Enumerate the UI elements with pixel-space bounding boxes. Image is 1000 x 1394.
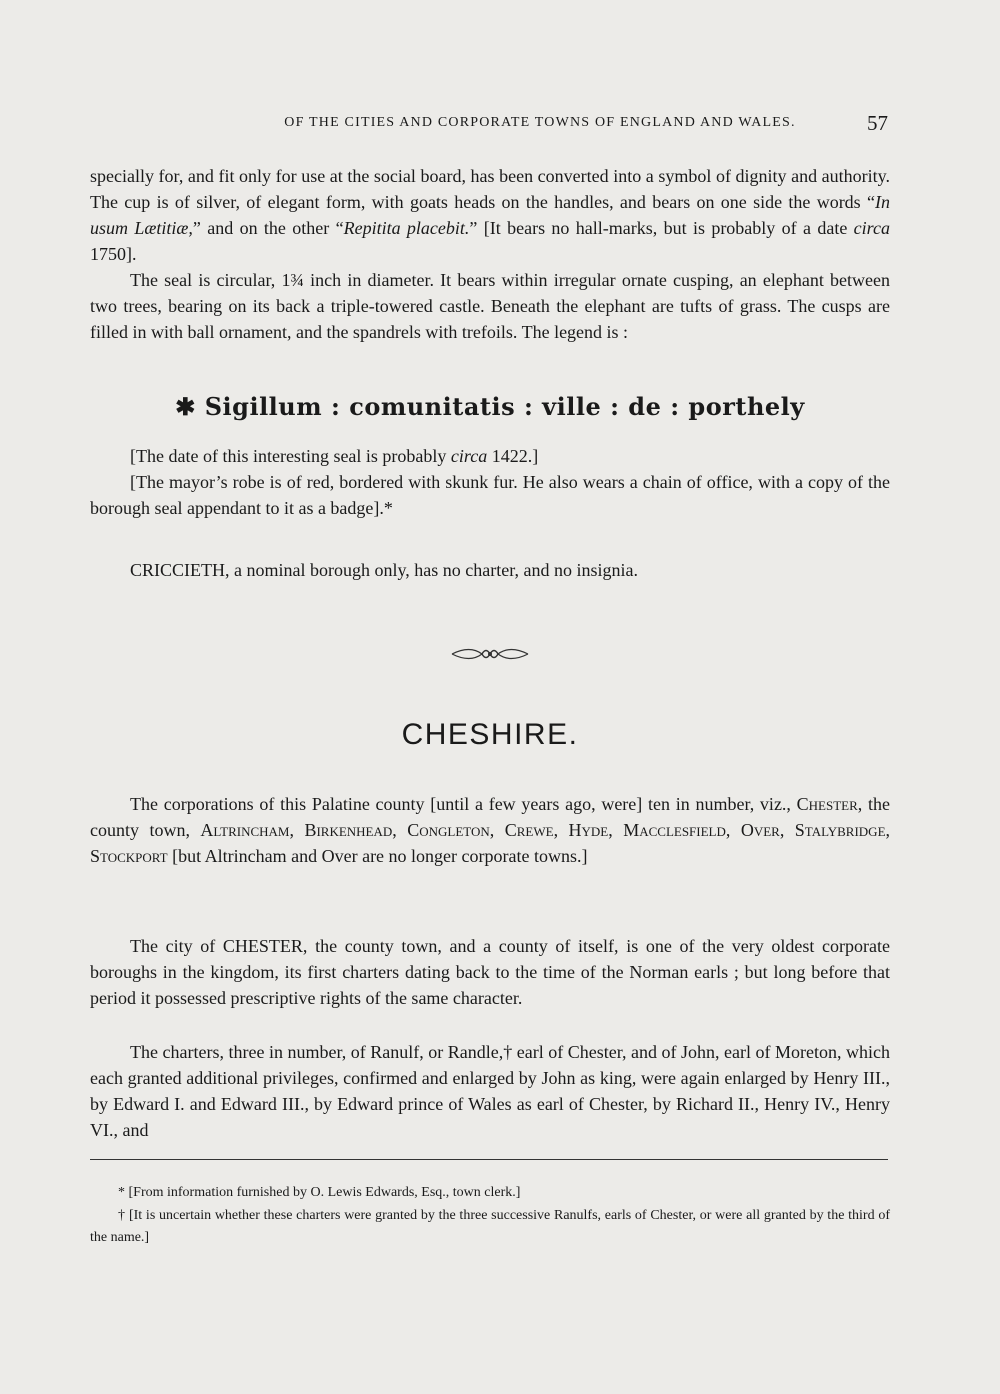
text-run: [The date of this interesting seal is probably [130, 446, 451, 466]
text-run: [but Altrincham and Over are no longer corporate towns.] [167, 846, 588, 866]
text-run: , [725, 820, 741, 840]
text-run: , [608, 820, 624, 840]
text-run: , [289, 820, 305, 840]
text-run: ” and on the other “ [192, 218, 344, 238]
footnote-star: * [From information furnished by O. Lewis Edwards, Esq., town clerk.] [118, 1185, 521, 1200]
text-run: The corporations of this Palatine county [until a few years ago, were] ten in number, viz., [130, 794, 797, 814]
circa-italic: circa [450, 446, 488, 466]
town-name: Hyde [568, 820, 609, 840]
town-name: Altrincham [200, 820, 290, 840]
footnote-dagger: † [It is uncertain whether these charters were granted by the three successive Ranulfs, earls of Chester, or were all granted by the third of the name.] [90, 1208, 890, 1245]
text-run: specially for, and fit only for use at the social board, has been converted into a symbol of dignity and authority. The cup is of silver, of elegant form, with goats heads on the handles, and bears on one side the words “ [90, 166, 890, 212]
latin-inscription: In usum Lætitiæ, [90, 192, 890, 238]
text-run: 1422.] [487, 446, 539, 466]
circa-italic: circa [853, 218, 890, 238]
paragraph-chester-charters: The charters, three in number, of Ranulf, or Randle,† earl of Chester, and of John, earl of Moreton, which each granted additional privileges, confirmed and enlarged by John as king, were again enlarged by Henry III., by Edward I. and Edward III., by Edward prince of Wales as earl of Chester, by Richard II., Henry IV., Henry VI., and [90, 1042, 890, 1140]
town-name: Congleton [407, 820, 490, 840]
section-divider-ornament [450, 645, 530, 663]
paragraph-cup-description [90, 163, 890, 267]
text-run: , the county town, [90, 794, 890, 840]
town-name: Birkenhead [304, 820, 393, 840]
text-run: ” [It bears no hall-marks, but is probably of a date [469, 218, 854, 238]
town-name: Macclesfield [623, 820, 726, 840]
town-name: Stalybridge [794, 820, 886, 840]
paragraph-mayor-robe: [The mayor’s robe is of red, bordered with skunk fur. He also wears a chain of office, with a copy of the borough seal appendant to it as a badge].* [90, 472, 890, 518]
footnote-rule [90, 1159, 888, 1160]
text-run: , [779, 820, 795, 840]
paragraph-seal-date [90, 443, 890, 469]
text-run: 1750]. [90, 244, 137, 264]
paragraph-criccieth: CRICCIETH, a nominal borough only, has no charter, and no insignia. [130, 560, 639, 580]
text-run: , [553, 820, 569, 840]
text-run: , [392, 820, 408, 840]
text-run: , [885, 820, 891, 840]
town-name: Stockport [90, 846, 168, 866]
town-name: Chester [796, 794, 858, 814]
running-head: OF THE CITIES AND CORPORATE TOWNS OF ENGLAND AND WALES. [284, 115, 796, 130]
paragraph-seal-description: The seal is circular, 1¾ inch in diameter. It bears within irregular ornate cusping, an elephant between two trees, bearing on its back a triple-towered castle. Beneath the elephant are tufts of grass. The cusps are filled in with ball ornament, and the spandrels with trefoils. The legend is : [90, 270, 890, 342]
paragraph-cheshire-corporations [90, 791, 890, 869]
page-header [90, 111, 890, 139]
seal-legend: ✱ Sigillum : comunitatis : ville : de : porthely [175, 392, 805, 421]
paragraph-chester-history: The city of CHESTER, the county town, and a county of itself, is one of the very oldest corporate boroughs in the kingdom, its first charters dating back to the time of the Norman earls ; but long before that period it possessed prescriptive rights of the same character. [90, 936, 890, 1008]
latin-inscription: Repitita placebit. [343, 218, 470, 238]
text-run: , [489, 820, 505, 840]
section-title: CHESHIRE. [401, 718, 579, 751]
town-name: Over [740, 820, 780, 840]
page-number: 57 [867, 111, 888, 135]
town-name: Crewe [504, 820, 554, 840]
